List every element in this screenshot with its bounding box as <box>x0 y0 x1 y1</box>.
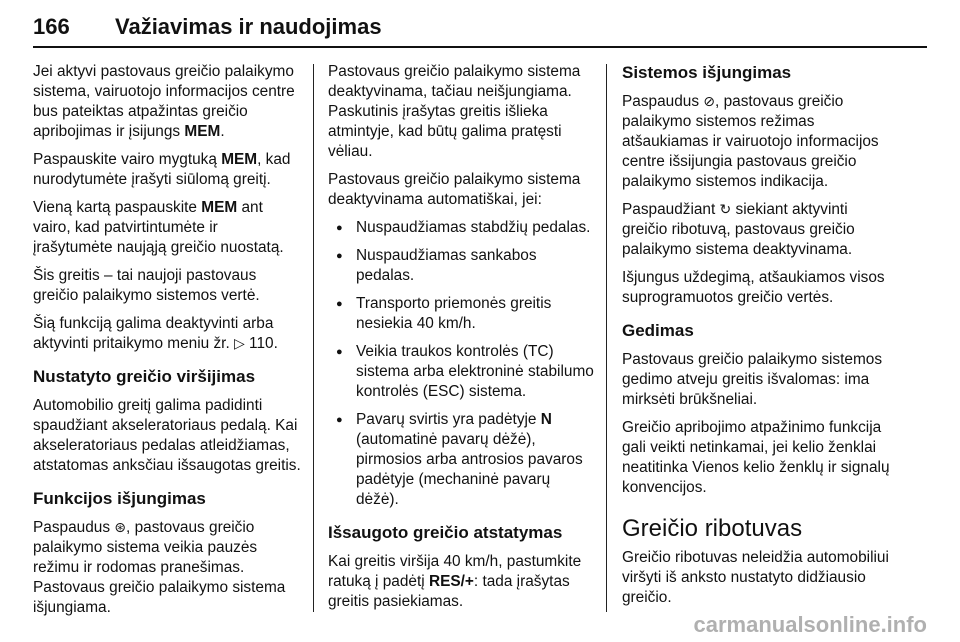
text: , pastovaus greičio palaikymo sistemos režimas atšaukiamas ir vairuotojo informacijos centre išsijungia pastovaus greičio palaikymo sistemos indikacija. <box>622 93 879 190</box>
text: siekiant aktyvinti greičio ribotuvą, pastovaus greičio palaikymo sistema deaktyvinama. <box>622 201 855 258</box>
page-header <box>33 6 927 48</box>
section-heading: Nustatyto greičio viršijimas <box>33 367 256 386</box>
text: Jei aktyvi pastovaus greičio palaikymo sistema, vairuotojo informacijos centre bus pateiktas atpažintas greičio apribojimas ir įsijungs <box>33 63 295 140</box>
page-number: 166 <box>33 14 70 39</box>
page-reference-icon: ▷ <box>234 336 245 352</box>
column-right <box>622 62 890 616</box>
text: , kad nurodytumėte įrašyti siūlomą greitį. <box>33 151 291 188</box>
list-item: ● Nuspaudžiamas stabdžių pedalas. <box>328 218 596 238</box>
section-heading: Gedimas <box>622 321 694 340</box>
list-item: ● Nuspaudžiamas sankabos pedalas. <box>328 246 596 286</box>
mem-label: MEM <box>184 123 221 140</box>
chapter-title: Važiavimas ir naudojimas <box>115 14 382 39</box>
paragraph <box>622 200 890 260</box>
section-heading: Sistemos išjungimas <box>622 63 792 82</box>
res-label: RES/+ <box>428 573 474 590</box>
paragraph: Pastovaus greičio palaikymo sistema deaktyvinama automatiškai, jei: <box>328 171 581 208</box>
section-heading: Funkcijos išjungimas <box>33 489 206 508</box>
chapter-heading: Greičio ribotuvas <box>622 515 803 542</box>
paragraph: Išjungus uždegimą, atšaukiamos visos suprogramuotos greičio vertės. <box>622 269 885 306</box>
paragraph <box>622 92 890 192</box>
column-divider <box>606 64 607 612</box>
mem-label: MEM <box>201 199 238 216</box>
paragraph: Automobilio greitį galima padidinti spaudžiant akseleratoriaus pedalą. Kai akseleratoriaus pedalas atleidžiamas, atstatomas anksčiau išsaugotas greitis. <box>33 397 301 474</box>
text: Kai greitis viršija 40 km/h, pastumkite ratuką į padėtį <box>328 553 582 590</box>
section-heading: Išsaugoto greičio atstatymas <box>328 523 563 542</box>
text: Paspaudus <box>622 93 704 110</box>
cruise-pause-icon: ⊛ <box>114 520 127 536</box>
column-middle <box>328 62 596 620</box>
paragraph <box>328 552 596 612</box>
paragraph: Pastovaus greičio palaikymo sistema deaktyvinama, tačiau neišjungiama. Paskutinis įrašytas greitis išlieka atmintyje, kad būtų galima pratęsti vėliau. <box>328 63 581 160</box>
deactivation-list <box>328 218 596 510</box>
text: ant vairo, kad patvirtintumėte ir įrašytumėte naująją greičio nuostatą. <box>33 199 284 256</box>
paragraph: Šis greitis – tai naujoji pastovaus greičio palaikymo sistemos vertė. <box>33 267 260 304</box>
paragraph <box>33 198 301 258</box>
paragraph <box>33 314 301 354</box>
gear-label: N <box>540 411 552 428</box>
list-item <box>328 410 596 510</box>
paragraph: Greičio ribotuvas neleidžia automobiliui viršyti iš anksto nustatyto didžiausio greičio. <box>622 549 889 606</box>
page-reference: 110. <box>244 335 278 352</box>
paragraph: Greičio apribojimo atpažinimo funkcija gali veikti netinkamai, jei kelio ženklai neatitinka Vienos kelio ženklų ir signalų konvencijos. <box>622 419 890 496</box>
cruise-cancel-icon: ⊘ <box>703 94 716 110</box>
text: Paspauskite vairo mygtuką <box>33 151 222 168</box>
text: Šią funkciją galima deaktyvinti arba aktyvinti pritaikymo meniu žr. <box>33 315 274 352</box>
text: . <box>220 123 225 140</box>
paragraph <box>33 62 301 142</box>
paragraph: Pastovaus greičio palaikymo sistemos gedimo atveju greitis išvalomas: ima mirksėti brūkšneliai. <box>622 351 883 408</box>
text: : tada įrašytas greitis pasiekiamas. <box>328 573 570 610</box>
speed-limiter-icon: ↻ <box>719 202 732 218</box>
text: Paspaudžiant <box>622 201 720 218</box>
text: (automatinė pavarų dėžė), pirmosios arba antrosios pavaros padėtyje (mechaninė pavarų dėžė). <box>356 431 583 508</box>
paragraph <box>33 518 301 618</box>
text: , pastovaus greičio palaikymo sistema veikia pauzės režimu ir rodomas pranešimas. Pastovaus greičio palaikymo sistema išjungiama. <box>33 519 286 616</box>
text: Paspaudus <box>33 519 115 536</box>
list-item: ● Veikia traukos kontrolės (TC) sistema arba elektroninė stabilumo kontrolės (ESC) sistema. <box>328 342 596 402</box>
text: Vieną kartą paspauskite <box>33 199 202 216</box>
list-item: ● Transporto priemonės greitis nesiekia 40 km/h. <box>328 294 596 334</box>
mem-label: MEM <box>221 151 258 168</box>
column-left <box>33 62 301 626</box>
column-divider <box>313 64 314 612</box>
paragraph <box>33 150 301 190</box>
text: Pavarų svirtis yra padėtyje <box>356 411 541 428</box>
watermark: carmanualsonline.info <box>693 612 927 637</box>
